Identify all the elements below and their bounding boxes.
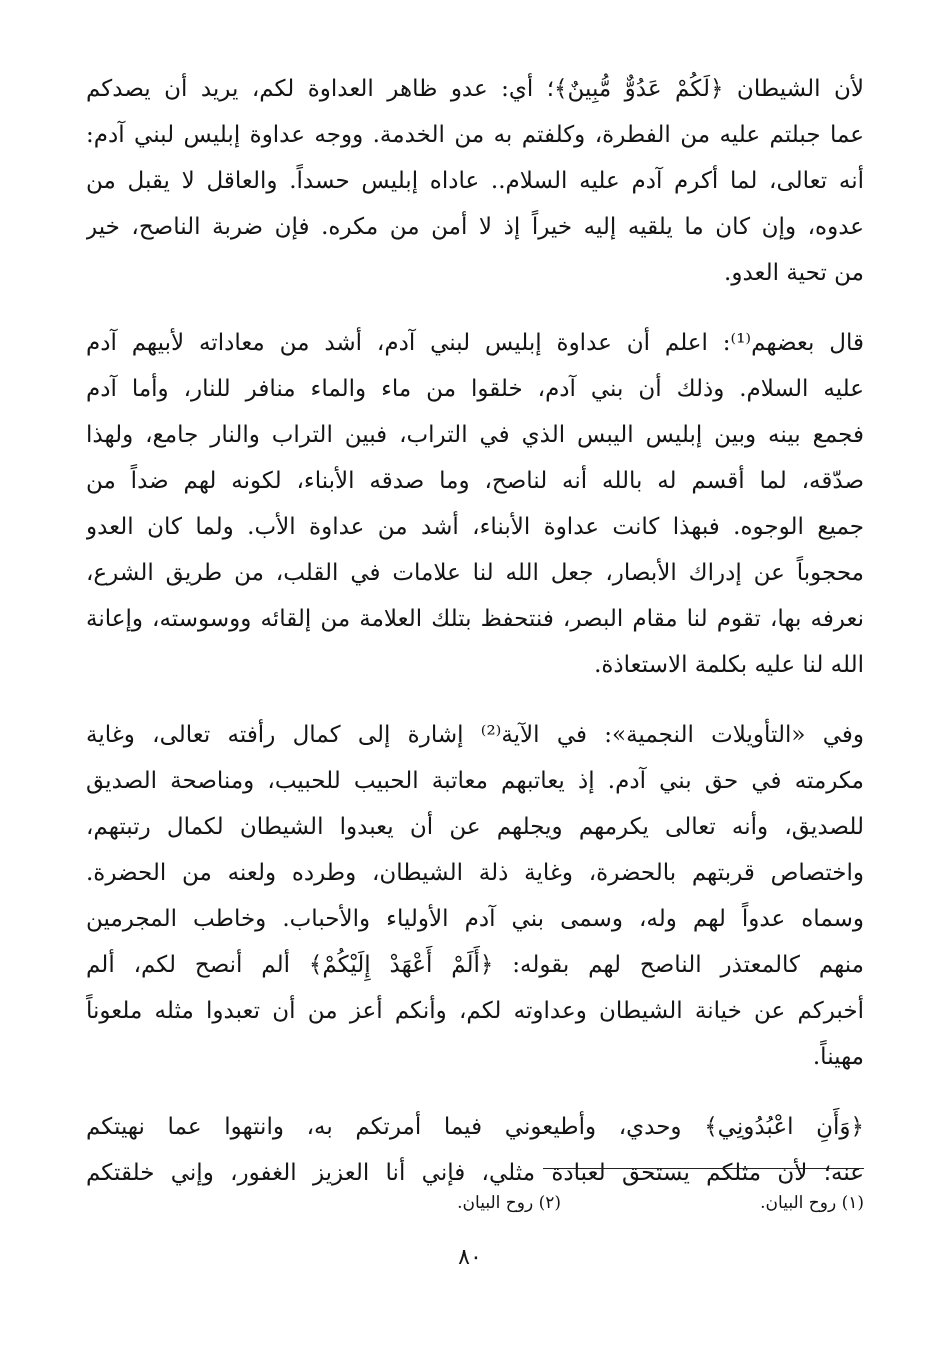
text-line: محجوباً عن إدراك الأبصار، جعل الله لنا علامات في القلب، من طريق الشرع، [86,560,864,586]
text-line: عنه؛ لأن مثلكم يستحق لعبادة مثلي، فإني أنا العزيز الغفور، وإني خلقتكم [86,1160,864,1186]
text-line: أخبركم عن خيانة الشيطان وعداوته لكم، وأنكم أعز من أن تعبدوا مثله ملعوناً [86,998,864,1024]
text-line: لأن الشيطان ﴿لَكُمْ عَدُوٌّ مُّبِينٌ﴾؛ أي: عدو ظاهر العداوة لكم، يريد أن يصدكم [86,76,864,102]
footnotes [300,1186,864,1220]
main-text [86,66,864,1196]
paragraph-gap [86,688,864,712]
text-line: عدوه، وإن كان ما يلقيه إليه خيراً إذ لا أمن من مكره. فإن ضربة الناصح، خير [86,214,864,240]
paragraph-gap [86,296,864,320]
text-line: صدّقه، لما أقسم له بالله أنه لناصح، وما صدقه الأبناء، لكونه لهم ضداً من [86,468,864,494]
text-line: أنه تعالى، لما أكرم آدم عليه السلام.. عاداه إبليس حسداً. والعاقل لا يقبل من [86,168,864,194]
page-number: ٨٠ [458,1245,482,1270]
text-line: جميع الوجوه. فبهذا كانت عداوة الأبناء، أشد من عداوة الأب. ولما كان العدو [86,514,864,540]
text-line: عليه السلام. وذلك أن بني آدم، خلقوا من ماء والماء منافر للنار، وأما آدم [86,376,864,402]
footnote-divider [543,1168,864,1169]
text-line: مهيناً. [812,1044,864,1070]
paragraph-4 [86,1104,864,1196]
text-line: فجمع بينه وبين إبليس اليبس الذي في التراب، فبين التراب والنار جامع، ولهذا [86,422,864,448]
text-line: وفي «التأويلات النجمية»: في الآية⁽²⁾ إشارة إلى كمال رأفته تعالى، وغاية [86,722,864,748]
paragraph-2 [86,320,864,688]
text-line: عما جبلتم عليه من الفطرة، وكلفتم به من الخدمة. ووجه عداوة إبليس لبني آدم: [86,122,864,148]
paragraph-1 [86,66,864,296]
text-line: وسماه عدواً لهم وله، وسمى بني آدم الأولياء والأحباب. وخاطب المجرمين [86,906,864,932]
footnote-2: (٢) روح البيان. [457,1193,561,1213]
text-line: واختصاص قربتهم بالحضرة، وغاية ذلة الشيطان، وطرده ولعنه من الحضرة. [86,860,864,886]
paragraph-gap [86,1080,864,1104]
text-line: منهم كالمعتذر الناصح لهم بقوله: ﴿أَلَمْ أَعْهَدْ إِلَيْكُمْ﴾ ألم أنصح لكم، ألم [86,952,864,978]
text-line: ﴿وَأَنِ اعْبُدُونِي﴾ وحدي، وأطيعوني فيما أمرتكم به، وانتهوا عما نهيتكم [86,1114,864,1140]
footnote-1: (١) روح البيان. [760,1193,864,1213]
text-line: للصديق، وأنه تعالى يكرمهم ويجلهم عن أن يعبدوا الشيطان لكمال رتبتهم، [86,814,864,840]
text-line: نعرفه بها، تقوم لنا مقام البصر، فنتحفظ بتلك العلامة من إلقائه ووسوسته، وإعانة [86,606,864,632]
text-line: من تحية العدو. [724,260,864,286]
paragraph-3 [86,712,864,1080]
text-line: قال بعضهم⁽¹⁾: اعلم أن عداوة إبليس لبني آدم، أشد من معاداته لأبيهم آدم [86,330,864,356]
text-line: مكرمته في حق بني آدم. إذ يعاتبهم معاتبة الحبيب للحبيب، ومناصحة الصديق [86,768,864,794]
text-line: الله لنا عليه بكلمة الاستعاذة. [594,652,864,678]
